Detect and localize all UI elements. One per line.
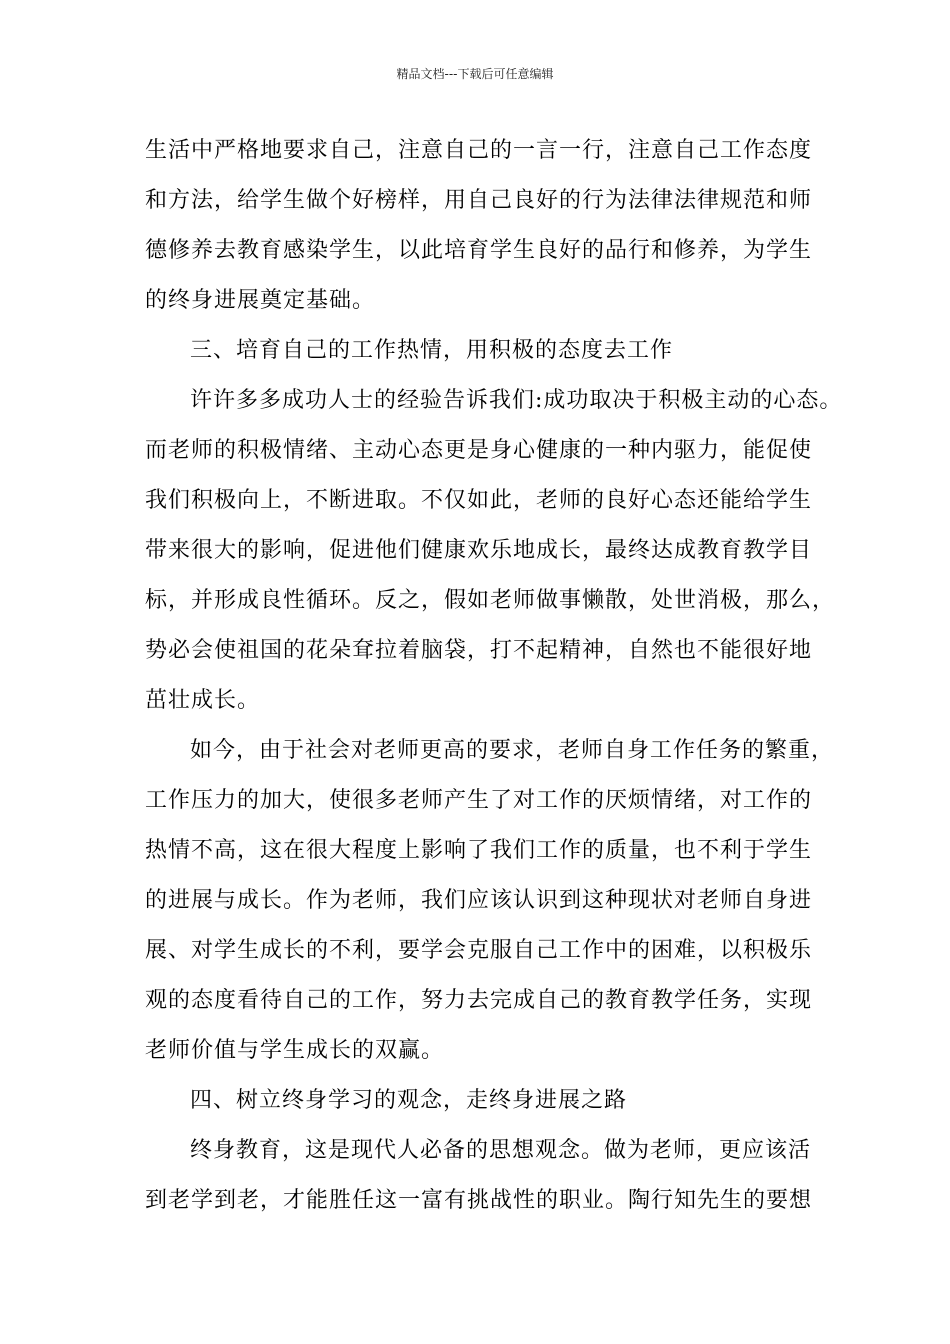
paragraph-line: 到老学到老，才能胜任这一富有挑战性的职业。陶行知先生的要想 (145, 1188, 813, 1213)
paragraph-line: 展、对学生成长的不利，要学会克服自己工作中的困难，以积极乐 (145, 938, 813, 963)
paragraph-line: 茁壮成长。 (145, 688, 261, 713)
paragraph-line: 势必会使祖国的花朵耷拉着脑袋，打不起精神，自然也不能很好地 (145, 638, 813, 663)
paragraph-line: 而老师的积极情绪、主动心态更是身心健康的一种内驱力，能促使 (145, 438, 813, 463)
paragraph-line: 生活中严格地要求自己，注意自己的一言一行，注意自己工作态度 (145, 138, 813, 163)
paragraph-line: 德修养去教育感染学生，以此培育学生良好的品行和修养，为学生 (145, 238, 813, 263)
page-header: 精品文档---下载后可任意编辑 (396, 67, 554, 81)
paragraph-line: 的终身进展奠定基础。 (145, 288, 376, 313)
paragraph-line: 带来很大的影响，促进他们健康欢乐地成长，最终达成教育教学目 (145, 538, 813, 563)
paragraph-line: 热情不高，这在很大程度上影响了我们工作的质量，也不利于学生 (145, 838, 813, 863)
paragraph-line: 观的态度看待自己的工作，努力去完成自己的教育教学任务，实现 (145, 988, 813, 1013)
paragraph-line: 的进展与成长。作为老师，我们应该认识到这种现状对老师自身进 (145, 888, 813, 913)
paragraph-line: 老师价值与学生成长的双赢。 (145, 1038, 445, 1063)
paragraph-line: 和方法，给学生做个好榜样，用自己良好的行为法律法律规范和师 (145, 188, 813, 213)
paragraph-line: 标，并形成良性循环。反之，假如老师做事懒散，处世消极，那么， (145, 588, 836, 613)
section-heading: 四、树立终身学习的观念，走终身进展之路 (190, 1088, 628, 1113)
paragraph-line: 许许多多成功人士的经验告诉我们:成功取决于积极主动的心态。 (190, 388, 843, 413)
paragraph-line: 我们积极向上，不断进取。不仅如此，老师的良好心态还能给学生 (145, 488, 813, 513)
paragraph-line: 工作压力的加大，使很多老师产生了对工作的厌烦情绪，对工作的 (145, 788, 813, 813)
paragraph-line: 终身教育，这是现代人必备的思想观念。做为老师，更应该活 (190, 1138, 812, 1163)
section-heading: 三、培育自己的工作热情，用积极的态度去工作 (190, 338, 674, 363)
paragraph-line: 如今，由于社会对老师更高的要求，老师自身工作任务的繁重， (190, 738, 835, 763)
